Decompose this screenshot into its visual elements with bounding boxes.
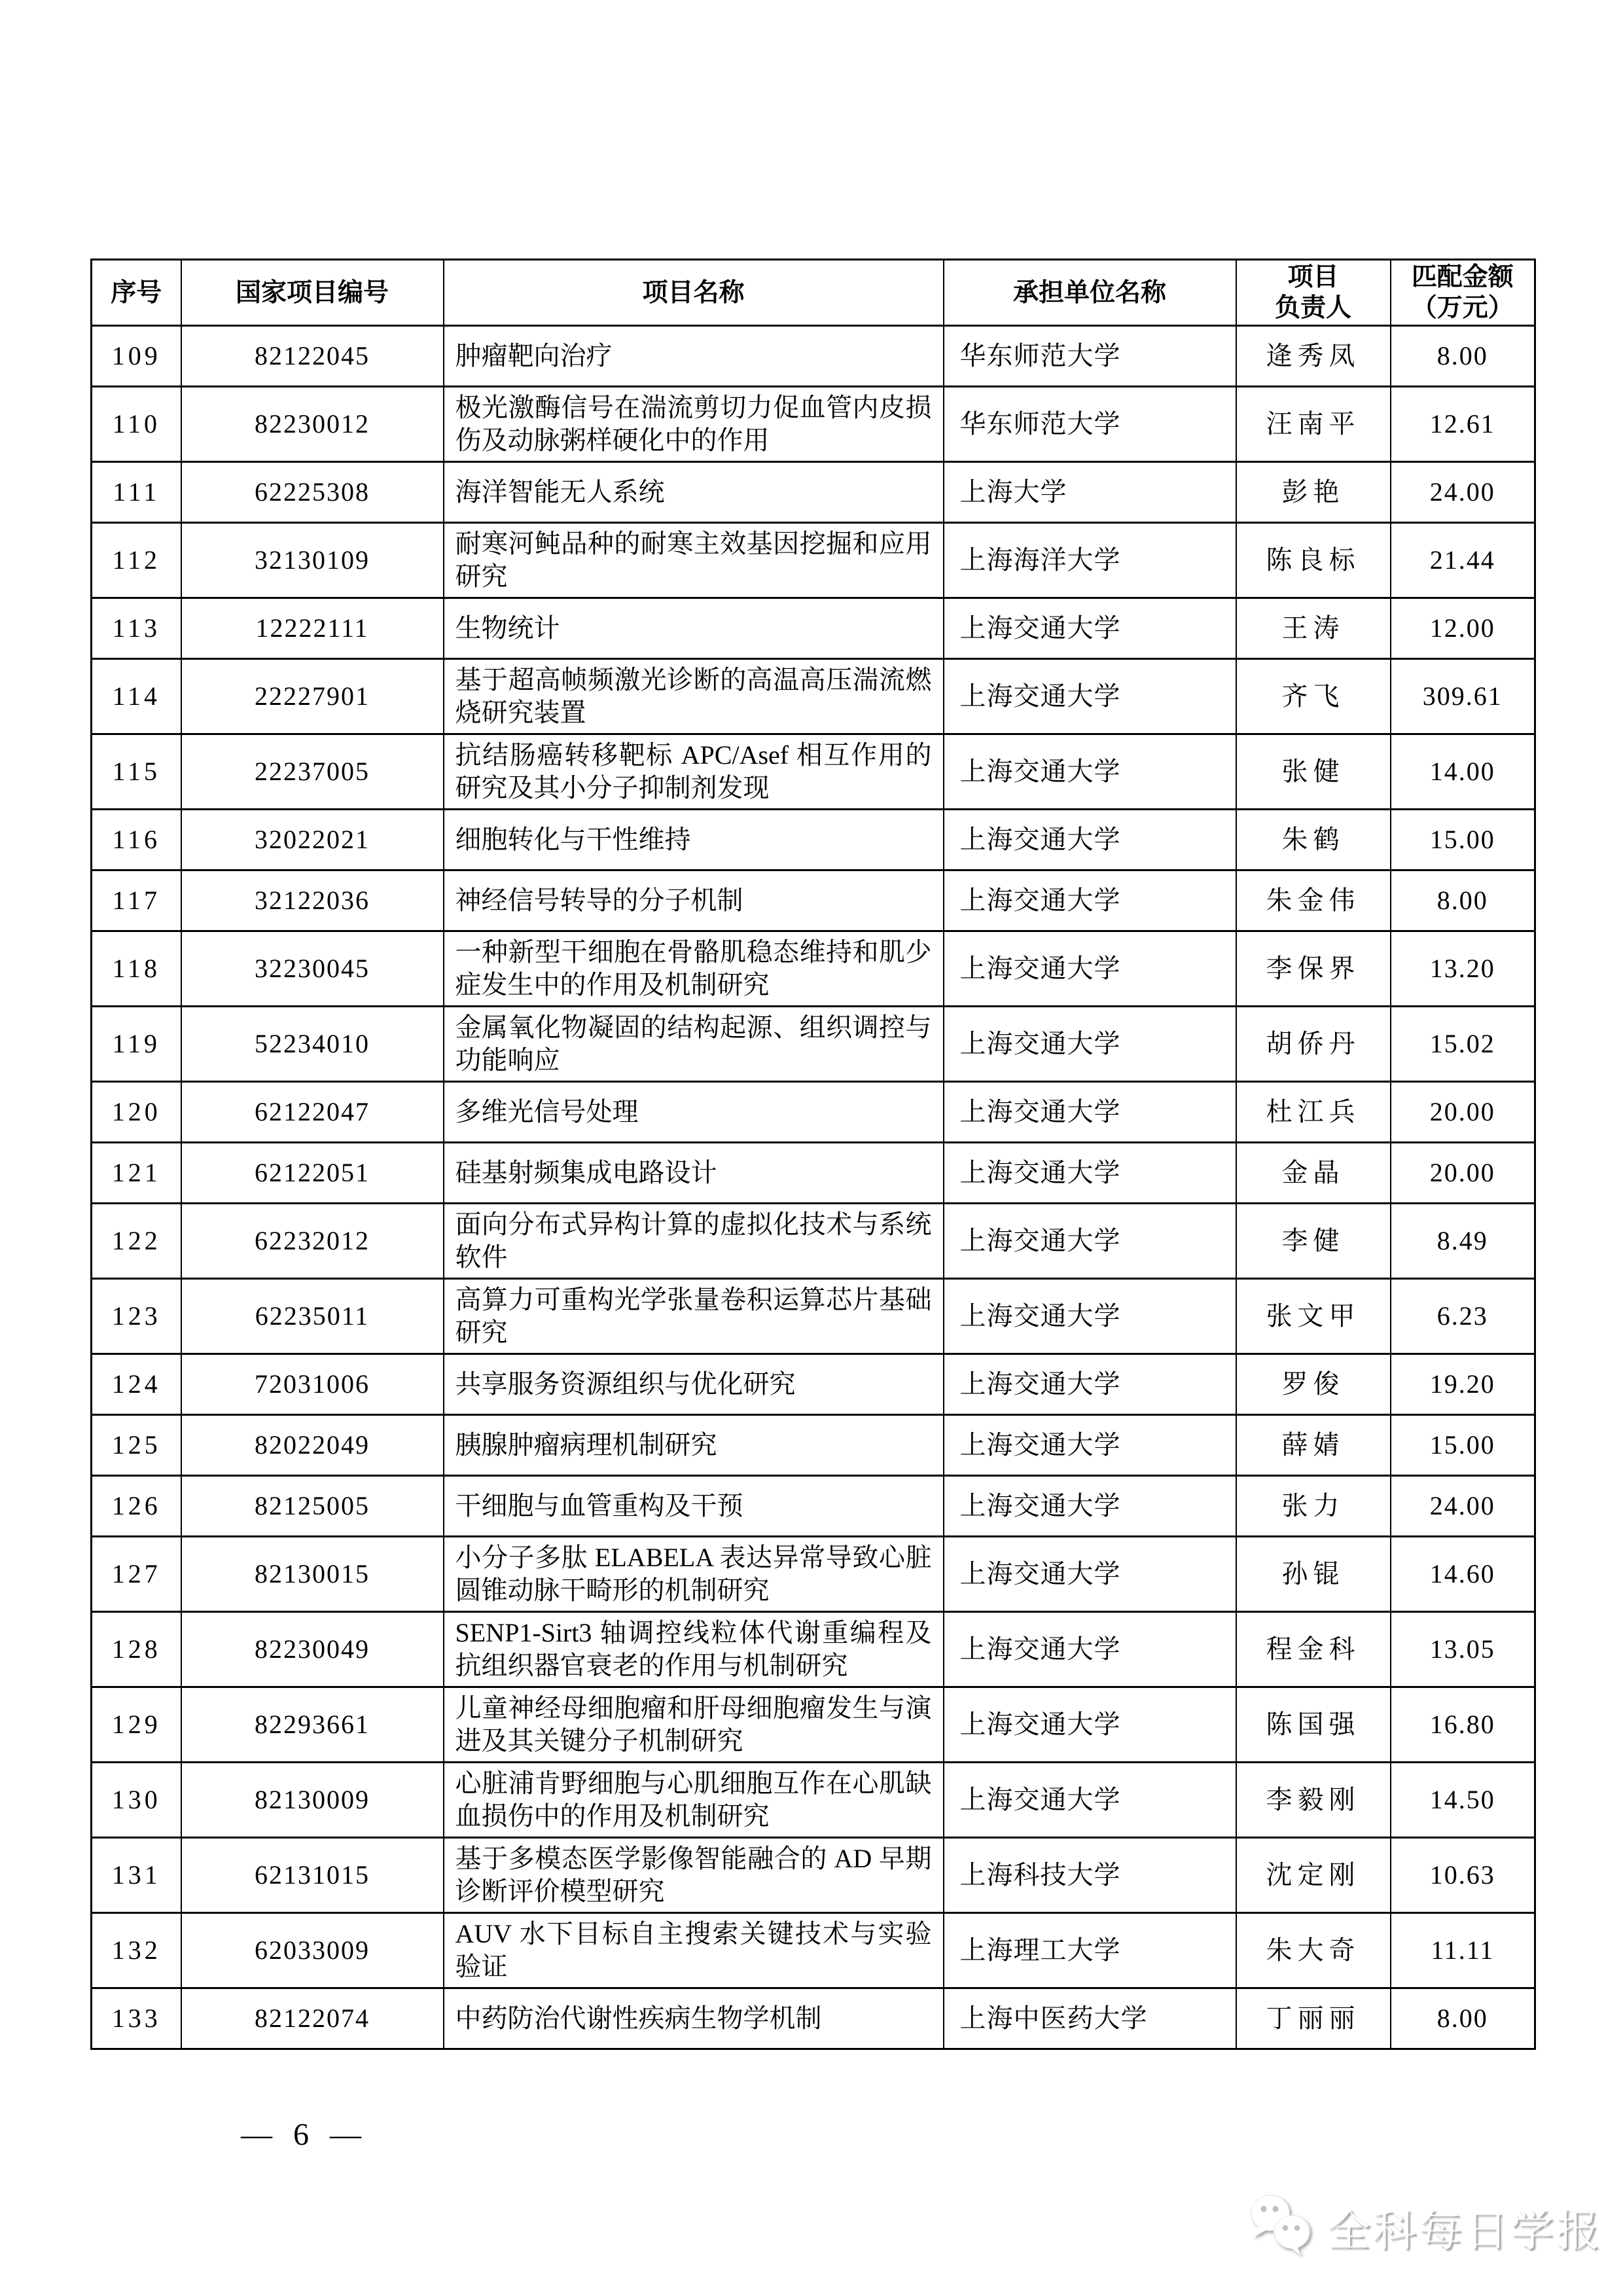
cell-index: 118 [92, 931, 181, 1007]
cell-name: 中药防治代谢性疾病生物学机制 [444, 1988, 944, 2049]
table-header [92, 260, 1535, 326]
cell-amount: 13.05 [1391, 1612, 1535, 1687]
cell-amount: 11.11 [1391, 1913, 1535, 1988]
cell-pi: 罗俊 [1236, 1354, 1391, 1415]
cell-code: 82022049 [181, 1415, 444, 1476]
table-row [92, 870, 1535, 931]
cell-amount: 15.00 [1391, 810, 1535, 870]
table-row [92, 1007, 1535, 1082]
cell-amount: 15.00 [1391, 1415, 1535, 1476]
cell-index: 130 [92, 1763, 181, 1838]
cell-amount: 12.61 [1391, 387, 1535, 462]
cell-name: 硅基射频集成电路设计 [444, 1143, 944, 1204]
cell-index: 115 [92, 734, 181, 810]
table-row [92, 462, 1535, 523]
header-pi-line2: 负责人 [1274, 294, 1351, 322]
cell-org: 上海交通大学 [944, 870, 1236, 931]
cell-name: 生物统计 [444, 598, 944, 659]
cell-code: 82130009 [181, 1763, 444, 1838]
cell-index: 120 [92, 1082, 181, 1143]
cell-name: 高算力可重构光学张量卷积运算芯片基础研究 [444, 1279, 944, 1354]
cell-name: 金属氧化物凝固的结构起源、组织调控与功能响应 [444, 1007, 944, 1082]
cell-org: 上海交通大学 [944, 1612, 1236, 1687]
cell-org: 华东师范大学 [944, 326, 1236, 387]
cell-name: 干细胞与血管重构及干预 [444, 1476, 944, 1537]
table-row [92, 1143, 1535, 1204]
table-row [92, 1537, 1535, 1612]
table-row [92, 734, 1535, 810]
cell-pi: 孙锟 [1236, 1537, 1391, 1612]
header-pi [1236, 260, 1391, 326]
cell-code: 22237005 [181, 734, 444, 810]
cell-amount: 20.00 [1391, 1143, 1535, 1204]
cell-pi: 沈定刚 [1236, 1838, 1391, 1913]
table-row [92, 1763, 1535, 1838]
cell-code: 62122047 [181, 1082, 444, 1143]
cell-amount: 8.49 [1391, 1204, 1535, 1279]
cell-name: SENP1-Sirt3 轴调控线粒体代谢重编程及抗组织器官衰老的作用与机制研究 [444, 1612, 944, 1687]
cell-pi: 汪南平 [1236, 387, 1391, 462]
cell-code: 32230045 [181, 931, 444, 1007]
cell-name: 细胞转化与干性维持 [444, 810, 944, 870]
cell-pi: 张健 [1236, 734, 1391, 810]
cell-code: 82293661 [181, 1687, 444, 1763]
table-row [92, 326, 1535, 387]
cell-org: 上海交通大学 [944, 1279, 1236, 1354]
cell-name: 多维光信号处理 [444, 1082, 944, 1143]
cell-org: 上海交通大学 [944, 1763, 1236, 1838]
cell-pi: 张力 [1236, 1476, 1391, 1537]
cell-name: 基于超高帧频激光诊断的高温高压湍流燃烧研究装置 [444, 659, 944, 734]
cell-pi: 逄秀凤 [1236, 326, 1391, 387]
cell-index: 131 [92, 1838, 181, 1913]
cell-pi: 丁丽丽 [1236, 1988, 1391, 2049]
cell-org: 上海交通大学 [944, 1687, 1236, 1763]
cell-pi: 李健 [1236, 1204, 1391, 1279]
cell-code: 82130015 [181, 1537, 444, 1612]
cell-index: 128 [92, 1612, 181, 1687]
table-row [92, 931, 1535, 1007]
cell-pi: 胡侨丹 [1236, 1007, 1391, 1082]
cell-code: 62225308 [181, 462, 444, 523]
cell-code: 12222111 [181, 598, 444, 659]
cell-amount: 19.20 [1391, 1354, 1535, 1415]
cell-org: 上海交通大学 [944, 734, 1236, 810]
cell-index: 122 [92, 1204, 181, 1279]
table-row [92, 523, 1535, 598]
header-org: 承担单位名称 [944, 260, 1236, 326]
table-row [92, 1913, 1535, 1988]
cell-index: 133 [92, 1988, 181, 2049]
cell-name: 耐寒河鲀品种的耐寒主效基因挖掘和应用研究 [444, 523, 944, 598]
header-index: 序号 [92, 260, 181, 326]
table-row [92, 810, 1535, 870]
cell-pi: 彭艳 [1236, 462, 1391, 523]
cell-amount: 10.63 [1391, 1838, 1535, 1913]
cell-pi: 朱鹤 [1236, 810, 1391, 870]
cell-amount: 8.00 [1391, 326, 1535, 387]
cell-org: 上海交通大学 [944, 1354, 1236, 1415]
cell-code: 32130109 [181, 523, 444, 598]
cell-name: 抗结肠癌转移靶标 APC/Asef 相互作用的研究及其小分子抑制剂发现 [444, 734, 944, 810]
header-name: 项目名称 [444, 260, 944, 326]
cell-index: 109 [92, 326, 181, 387]
cell-name: 心脏浦肯野细胞与心肌细胞互作在心肌缺血损伤中的作用及机制研究 [444, 1763, 944, 1838]
table-row [92, 1687, 1535, 1763]
cell-pi: 王涛 [1236, 598, 1391, 659]
cell-code: 52234010 [181, 1007, 444, 1082]
cell-code: 62033009 [181, 1913, 444, 1988]
table-row [92, 1082, 1535, 1143]
header-amount [1391, 260, 1535, 326]
cell-amount: 8.00 [1391, 870, 1535, 931]
header-code: 国家项目编号 [181, 260, 444, 326]
cell-name: 胰腺肿瘤病理机制研究 [444, 1415, 944, 1476]
cell-pi: 齐飞 [1236, 659, 1391, 734]
cell-org: 上海交通大学 [944, 1415, 1236, 1476]
watermark [1249, 2191, 1602, 2263]
cell-amount: 21.44 [1391, 523, 1535, 598]
cell-index: 132 [92, 1913, 181, 1988]
cell-code: 82125005 [181, 1476, 444, 1537]
cell-pi: 朱金伟 [1236, 870, 1391, 931]
cell-org: 上海交通大学 [944, 1007, 1236, 1082]
table-row [92, 1612, 1535, 1687]
cell-index: 112 [92, 523, 181, 598]
cell-amount: 8.00 [1391, 1988, 1535, 2049]
cell-org: 上海交通大学 [944, 1476, 1236, 1537]
header-pi-line1: 项目 [1287, 263, 1339, 291]
cell-amount: 6.23 [1391, 1279, 1535, 1354]
cell-pi: 金晶 [1236, 1143, 1391, 1204]
cell-index: 124 [92, 1354, 181, 1415]
cell-code: 22227901 [181, 659, 444, 734]
cell-amount: 15.02 [1391, 1007, 1535, 1082]
cell-amount: 13.20 [1391, 931, 1535, 1007]
table-row [92, 387, 1535, 462]
cell-code: 62232012 [181, 1204, 444, 1279]
cell-org: 上海交通大学 [944, 1204, 1236, 1279]
cell-amount: 20.00 [1391, 1082, 1535, 1143]
cell-pi: 杜江兵 [1236, 1082, 1391, 1143]
cell-amount: 16.80 [1391, 1687, 1535, 1763]
cell-amount: 24.00 [1391, 1476, 1535, 1537]
cell-index: 125 [92, 1415, 181, 1476]
cell-name: 极光激酶信号在湍流剪切力促血管内皮损伤及动脉粥样硬化中的作用 [444, 387, 944, 462]
cell-org: 上海交通大学 [944, 1082, 1236, 1143]
header-amount-line2: （万元） [1411, 294, 1514, 322]
cell-code: 62235011 [181, 1279, 444, 1354]
cell-index: 116 [92, 810, 181, 870]
cell-code: 32022021 [181, 810, 444, 870]
cell-pi: 李保界 [1236, 931, 1391, 1007]
cell-code: 32122036 [181, 870, 444, 931]
table-row [92, 1354, 1535, 1415]
table-row [92, 659, 1535, 734]
cell-org: 上海科技大学 [944, 1838, 1236, 1913]
header-amount-line1: 匹配金额 [1411, 263, 1514, 291]
table-row [92, 1204, 1535, 1279]
cell-name: 面向分布式异构计算的虚拟化技术与系统软件 [444, 1204, 944, 1279]
cell-org: 上海交通大学 [944, 1143, 1236, 1204]
cell-index: 121 [92, 1143, 181, 1204]
projects-table [90, 259, 1536, 2050]
cell-org: 上海交通大学 [944, 931, 1236, 1007]
cell-amount: 14.60 [1391, 1537, 1535, 1612]
cell-name: 神经信号转导的分子机制 [444, 870, 944, 931]
cell-code: 82122074 [181, 1988, 444, 2049]
table-body [92, 326, 1535, 2049]
cell-amount: 309.61 [1391, 659, 1535, 734]
cell-pi: 薛婧 [1236, 1415, 1391, 1476]
table-row [92, 1415, 1535, 1476]
cell-index: 117 [92, 870, 181, 931]
cell-pi: 程金科 [1236, 1612, 1391, 1687]
cell-code: 62131015 [181, 1838, 444, 1913]
table-row [92, 1838, 1535, 1913]
cell-name: 基于多模态医学影像智能融合的 AD 早期诊断评价模型研究 [444, 1838, 944, 1913]
cell-name: 小分子多肽 ELABELA 表达异常导致心脏圆锥动脉干畸形的机制研究 [444, 1537, 944, 1612]
cell-pi: 朱大奇 [1236, 1913, 1391, 1988]
cell-pi: 陈良标 [1236, 523, 1391, 598]
cell-org: 上海交通大学 [944, 1537, 1236, 1612]
header-row [92, 260, 1535, 326]
cell-name: 海洋智能无人系统 [444, 462, 944, 523]
wechat-icon [1249, 2191, 1317, 2263]
cell-name: 一种新型干细胞在骨骼肌稳态维持和肌少症发生中的作用及机制研究 [444, 931, 944, 1007]
cell-org: 上海交通大学 [944, 659, 1236, 734]
cell-index: 126 [92, 1476, 181, 1537]
cell-index: 127 [92, 1537, 181, 1612]
cell-org: 华东师范大学 [944, 387, 1236, 462]
cell-name: 儿童神经母细胞瘤和肝母细胞瘤发生与演进及其关键分子机制研究 [444, 1687, 944, 1763]
cell-code: 62122051 [181, 1143, 444, 1204]
cell-name: AUV 水下目标自主搜索关键技术与实验验证 [444, 1913, 944, 1988]
cell-pi: 张文甲 [1236, 1279, 1391, 1354]
cell-org: 上海海洋大学 [944, 523, 1236, 598]
cell-index: 114 [92, 659, 181, 734]
cell-amount: 14.50 [1391, 1763, 1535, 1838]
page-number: — 6 — [241, 2117, 361, 2152]
cell-amount: 14.00 [1391, 734, 1535, 810]
cell-org: 上海中医药大学 [944, 1988, 1236, 2049]
cell-index: 113 [92, 598, 181, 659]
cell-name: 肿瘤靶向治疗 [444, 326, 944, 387]
cell-index: 119 [92, 1007, 181, 1082]
cell-index: 111 [92, 462, 181, 523]
cell-pi: 李毅刚 [1236, 1763, 1391, 1838]
table-row [92, 598, 1535, 659]
cell-index: 123 [92, 1279, 181, 1354]
cell-org: 上海理工大学 [944, 1913, 1236, 1988]
cell-code: 82122045 [181, 326, 444, 387]
cell-name: 共享服务资源组织与优化研究 [444, 1354, 944, 1415]
cell-amount: 24.00 [1391, 462, 1535, 523]
cell-org: 上海交通大学 [944, 598, 1236, 659]
cell-amount: 12.00 [1391, 598, 1535, 659]
table-row [92, 1476, 1535, 1537]
cell-pi: 陈国强 [1236, 1687, 1391, 1763]
cell-org: 上海交通大学 [944, 810, 1236, 870]
cell-code: 82230012 [181, 387, 444, 462]
cell-index: 129 [92, 1687, 181, 1763]
table-row [92, 1988, 1535, 2049]
cell-code: 72031006 [181, 1354, 444, 1415]
cell-index: 110 [92, 387, 181, 462]
cell-code: 82230049 [181, 1612, 444, 1687]
watermark-text: 全科每日学报 [1327, 2206, 1602, 2255]
cell-org: 上海大学 [944, 462, 1236, 523]
table-row [92, 1279, 1535, 1354]
